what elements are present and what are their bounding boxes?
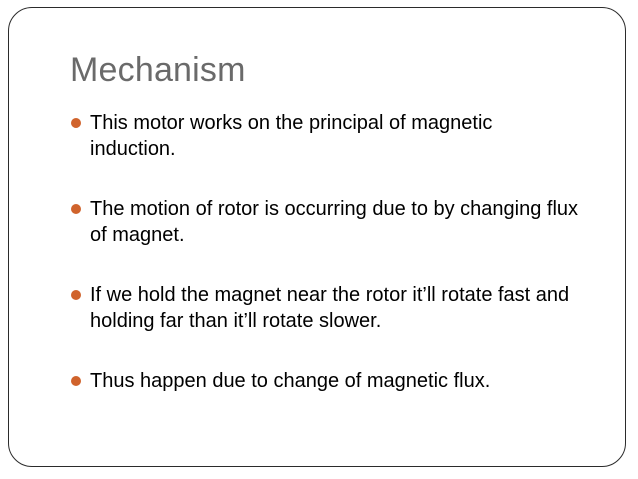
bullet-icon xyxy=(71,376,81,386)
bullet-item xyxy=(70,110,580,162)
bullet-item xyxy=(70,196,580,248)
bullet-icon xyxy=(71,204,81,214)
bullet-icon xyxy=(71,118,81,128)
bullet-list xyxy=(70,110,580,394)
bullet-text: The motion of rotor is occurring due to by changing flux of magnet. xyxy=(90,198,579,246)
bullet-text: Thus happen due to change of magnetic flux. xyxy=(90,370,491,392)
bullet-text: If we hold the magnet near the rotor it’ll rotate fast and holding far than it’ll rotate slower. xyxy=(90,284,570,332)
bullet-item xyxy=(70,368,580,394)
slide-title: Mechanism xyxy=(70,51,246,89)
bullet-icon xyxy=(71,290,81,300)
bullet-text: This motor works on the principal of magnetic induction. xyxy=(90,112,493,160)
bullet-item xyxy=(70,282,580,334)
